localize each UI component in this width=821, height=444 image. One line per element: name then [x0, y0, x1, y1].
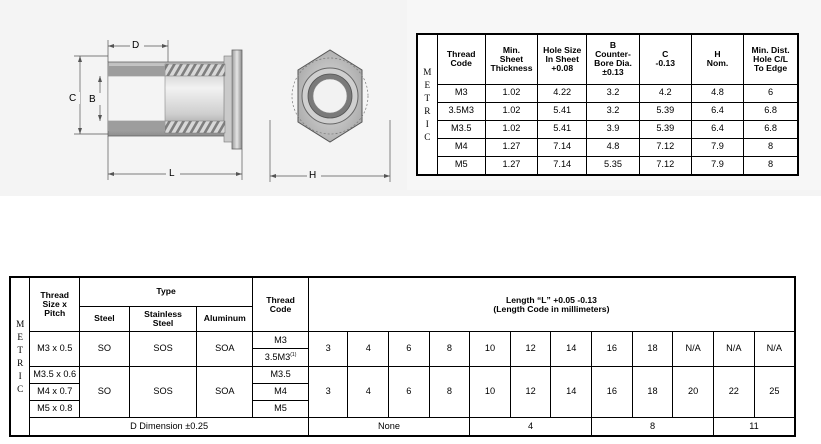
table-cell: SOA	[197, 332, 253, 366]
table-cell: 4.8	[691, 84, 743, 102]
table-row	[417, 102, 798, 120]
table-cell: 4.2	[639, 84, 691, 102]
table-cell: 12	[510, 366, 551, 418]
table-row	[10, 418, 795, 436]
table-cell: 1.02	[485, 102, 537, 120]
table-cell: 8	[429, 332, 470, 366]
dims-header: Min. Dist. Hole C/L To Edge	[744, 34, 798, 84]
table-cell: 8	[744, 156, 798, 175]
table-cell: SOS	[129, 366, 197, 418]
table-cell: 6.4	[691, 120, 743, 138]
table-cell: 1.02	[485, 84, 537, 102]
table-cell: 25	[754, 366, 795, 418]
side-label-letter: C	[17, 383, 24, 394]
table-cell: 7.14	[538, 138, 587, 156]
table-cell: 1.02	[485, 120, 537, 138]
side-label-letter: I	[18, 370, 22, 381]
table-cell: SOS	[129, 332, 197, 366]
table-cell: 16	[592, 332, 633, 366]
side-label-letter: E	[17, 331, 23, 342]
table-cell: 6	[744, 84, 798, 102]
table-cell: M5 x 0.8	[30, 401, 80, 418]
dims-header: B Counter- Bore Dia. ±0.13	[587, 34, 639, 84]
side-label-letter: M	[16, 318, 25, 329]
table-cell: SOA	[197, 366, 253, 418]
table-cell: 6.8	[744, 120, 798, 138]
table-cell: 8	[592, 418, 714, 436]
table-cell: 7.12	[639, 138, 691, 156]
dims-header: Thread Code	[437, 34, 485, 84]
table-row	[10, 332, 795, 349]
table-cell: M4 x 0.7	[30, 383, 80, 400]
table-cell: 6.8	[744, 102, 798, 120]
table-cell: 1.27	[485, 138, 537, 156]
length-header-aluminum: Aluminum	[197, 306, 253, 332]
table-cell: 10	[470, 366, 511, 418]
table-cell: 7.9	[691, 138, 743, 156]
table-cell: 3	[308, 366, 348, 418]
table-cell: 16	[592, 366, 633, 418]
d-dimension-label: D Dimension ±0.25	[30, 418, 309, 436]
table-cell: 3.5M3	[437, 102, 485, 120]
dims-header: Hole Size In Sheet +0.08	[538, 34, 587, 84]
table-cell: 6.4	[691, 102, 743, 120]
table-row	[417, 84, 798, 102]
length-side-label	[10, 277, 30, 436]
dims-header: H Nom.	[691, 34, 743, 84]
table-cell: 7.12	[639, 156, 691, 175]
length-table	[9, 276, 796, 437]
table-cell: 4	[348, 366, 389, 418]
table-cell: 10	[470, 332, 511, 366]
table-cell: 7.9	[691, 156, 743, 175]
length-header-steel: Steel	[80, 306, 130, 332]
side-label-letter: R	[17, 357, 24, 368]
footnote-marker: (1)	[290, 351, 297, 358]
table-cell: 14	[551, 366, 592, 418]
flange-shape	[232, 50, 242, 149]
table-cell: 14	[551, 332, 592, 366]
table-row	[417, 156, 798, 175]
table-cell: M3.5 x 0.6	[30, 366, 80, 383]
table-cell: SO	[80, 366, 130, 418]
table-cell: 18	[632, 332, 673, 366]
thread-lower	[165, 121, 225, 133]
length-header-length: Length “L” +0.05 -0.13 (Length Code in millimeters)	[308, 277, 795, 332]
dimensions-table	[416, 33, 799, 176]
table-cell: 12	[510, 332, 551, 366]
table-cell: 4	[470, 418, 592, 436]
hex-view-drawing	[262, 0, 402, 196]
table-cell: N/A	[713, 332, 754, 366]
side-view-drawing	[0, 0, 260, 196]
table-cell: 7.14	[538, 156, 587, 175]
length-header-size: Thread Size x Pitch	[30, 277, 80, 332]
table-cell: M5	[253, 401, 309, 418]
side-label-letter: R	[424, 105, 431, 116]
table-cell: 8	[744, 138, 798, 156]
table-cell: M3	[437, 84, 485, 102]
table-cell: M5	[437, 156, 485, 175]
table-cell: 3	[308, 332, 348, 366]
table-row	[417, 138, 798, 156]
table-cell: 3.2	[587, 84, 639, 102]
table-cell: 5.41	[538, 120, 587, 138]
table-cell: 22	[713, 366, 754, 418]
table-cell: M3.5	[437, 120, 485, 138]
table-cell: 18	[632, 366, 673, 418]
table-cell: None	[308, 418, 469, 436]
table-cell: 8	[429, 366, 470, 418]
table-cell: 6	[389, 332, 430, 366]
side-label-letter: M	[423, 66, 432, 77]
table-cell: M3 x 0.5	[30, 332, 80, 366]
table-cell: 4.8	[587, 138, 639, 156]
dims-header: Min. Sheet Thickness	[485, 34, 537, 84]
dims-header: C -0.13	[639, 34, 691, 84]
table-cell: 4	[348, 332, 389, 366]
table-cell: M4	[253, 383, 309, 400]
length-header-stainless: Stainless Steel	[129, 306, 197, 332]
side-label-letter: I	[425, 118, 429, 129]
table-row	[10, 366, 795, 383]
side-label-letter: T	[424, 92, 431, 103]
table-cell: 5.41	[538, 102, 587, 120]
table-cell: N/A	[673, 332, 714, 366]
table-cell: 3.5M3$^{(1)}$	[253, 349, 309, 366]
dim-label-b: B	[89, 94, 96, 105]
table-cell: 3.9	[587, 120, 639, 138]
table-row	[417, 120, 798, 138]
table-cell: 20	[673, 366, 714, 418]
table-cell: SO	[80, 332, 130, 366]
table-cell: 1.27	[485, 156, 537, 175]
table-cell: 11	[713, 418, 795, 436]
table-cell: 6	[389, 366, 430, 418]
table-cell: 5.39	[639, 102, 691, 120]
table-cell: M4	[437, 138, 485, 156]
dim-label-l: L	[169, 168, 175, 179]
dim-label-d: D	[132, 40, 140, 51]
table-cell: 5.39	[639, 120, 691, 138]
length-header-type: Type	[80, 277, 253, 306]
table-cell: 4.22	[538, 84, 587, 102]
table-cell: N/A	[754, 332, 795, 366]
table-cell: M3	[253, 332, 309, 349]
length-header-code: Thread Code	[253, 277, 309, 332]
side-label-letter: E	[424, 79, 431, 90]
table-cell: 3.2	[587, 102, 639, 120]
thread-upper	[165, 64, 225, 76]
table-cell: 5.35	[587, 156, 639, 175]
table-cell: M3.5	[253, 366, 309, 383]
side-label-letter: T	[17, 344, 23, 355]
dim-label-c: C	[69, 93, 77, 104]
dims-side-label	[417, 34, 437, 175]
dim-label-h: H	[309, 170, 317, 181]
side-label-letter: C	[424, 131, 431, 142]
